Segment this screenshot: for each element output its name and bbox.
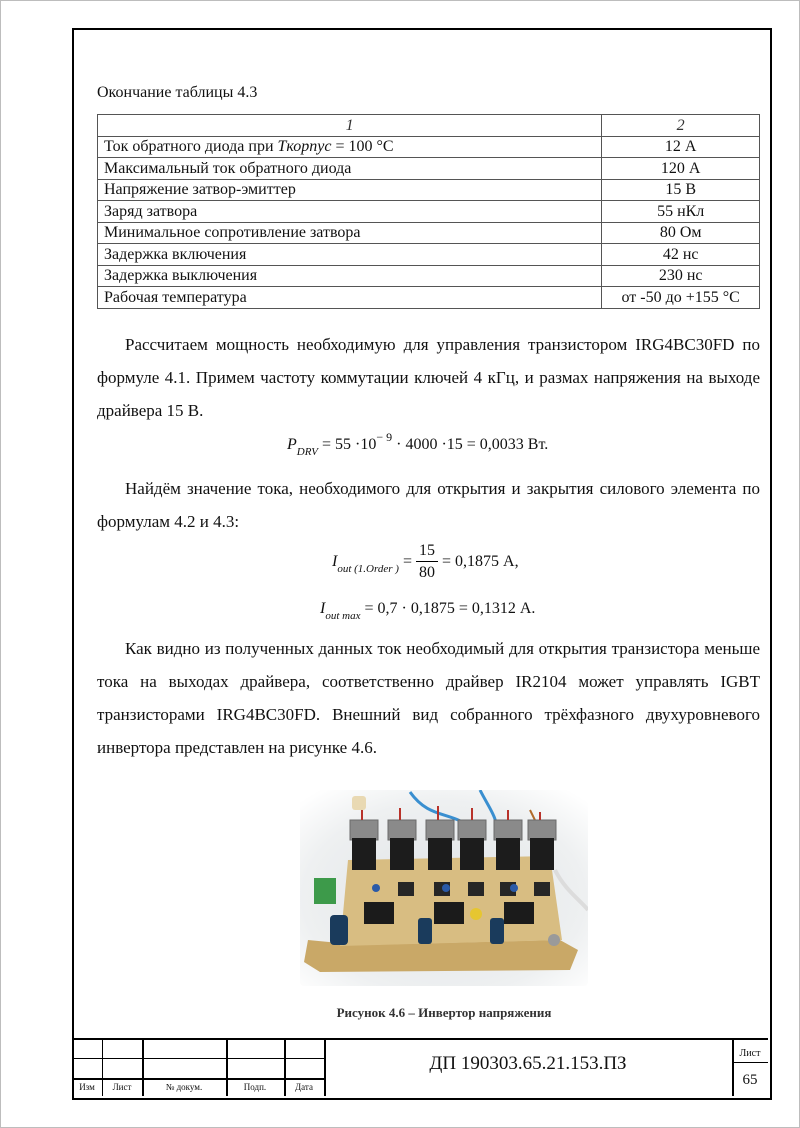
table-cell-param: Максимальный ток обратного диода [98, 158, 602, 180]
paragraph-conclusion: Как видно из полученных данных ток необходимый для открытия транзистора меньше тока на выходах драйвера, соответственно драйвер IR2104 может управлять IGBT транзисторами IRG4BC30FD. Внешний вид собранного трёхфазного двухуровневого инвертора представлен на рисунке 4.6. [97, 639, 760, 757]
table-row [98, 265, 760, 287]
fraction: $\frac{15}{80}$ [416, 541, 438, 584]
table-cell-value: 55 нКл [602, 201, 760, 223]
table-cell-value: 42 нс [602, 244, 760, 266]
table-cell-value: 120 А [602, 158, 760, 180]
table-cell-value: 12 А [602, 136, 760, 158]
table-cell-value: 15 В [602, 179, 760, 201]
table-cell-param: Задержка выключения [98, 265, 602, 287]
title-block-top-line [72, 1038, 768, 1040]
table-cell-value: от -50 до +155 °С [602, 287, 760, 309]
title-block [72, 1038, 768, 1096]
table-cell-param: Рабочая температура [98, 287, 602, 309]
title-block-label-list: Лист [112, 1082, 132, 1092]
inverter-photo [300, 790, 588, 986]
inverter-board-illustration [300, 790, 588, 986]
title-block-col-line [324, 1038, 326, 1096]
table-cell-value: 80 Ом [602, 222, 760, 244]
table-row [98, 244, 760, 266]
title-block-col-line [226, 1038, 228, 1096]
figure-caption: Рисунок 4.6 – Инвертор напряжения [336, 1005, 552, 1020]
title-block-label-izm: Изм [79, 1082, 95, 1092]
title-block-row-line [72, 1078, 326, 1080]
title-block-row-line [72, 1058, 326, 1059]
table-cell-param: Задержка включения [98, 244, 602, 266]
paragraph-current-calc: Найдём значение тока, необходимого для открытия и закрытия силового элемента по формулам 4.2 и 4.3: [97, 479, 760, 531]
title-block-sheet-line [732, 1062, 768, 1063]
table-row [98, 179, 760, 201]
title-block-label-date: Дата [295, 1082, 313, 1092]
table-cell-param: Заряд затвора [98, 201, 602, 223]
table-header-col2: 2 [602, 115, 760, 137]
table-cell-param: Минимальное сопротивление затвора [98, 222, 602, 244]
table-row [98, 222, 760, 244]
table-cell-value: 230 нс [602, 265, 760, 287]
table-header-row [98, 115, 760, 137]
table-cell-param: Напряжение затвор-эмиттер [98, 179, 602, 201]
table-caption: Окончание таблицы 4.3 [97, 84, 258, 101]
table-row [98, 158, 760, 180]
table-cell-param: Ток обратного диода при Tкорпус = 100 °C [98, 136, 602, 158]
formula-pdrv: $P_{DRV} = 55 \cdot 10^{- 9} \cdot 4000 \cdot 15 = 0,0033$ Вт. [287, 430, 549, 458]
sheet-label: Лист [739, 1048, 761, 1059]
paragraph-power-calc: Рассчитаем мощность необходимую для управления транзистором IRG4BC30FD по формуле 4.1. Примем частоту коммутации ключей 4 кГц, и размах напряжения на выходе драйвера 15 В. [97, 335, 760, 420]
table-row [98, 201, 760, 223]
table-header-col1: 1 [98, 115, 602, 137]
sheet-number: 65 [742, 1072, 758, 1088]
formula-iout-max: $I_{out max} = 0,7 \cdot 0,1875 = 0,1312$ А. [320, 600, 536, 622]
title-block-label-sign: Подп. [243, 1082, 267, 1092]
document-code: ДП 190303.65.21.153.ПЗ [429, 1053, 627, 1074]
title-block-col-line [142, 1038, 144, 1096]
table-row [98, 136, 760, 158]
parameters-table [97, 114, 760, 309]
formula-iout-order: $I_{out (1.Order )}$ = $\frac{15}{80}$ = 0,1875 А, [332, 541, 519, 584]
table-row [98, 287, 760, 309]
title-block-label-doc: № докум. [165, 1082, 203, 1092]
